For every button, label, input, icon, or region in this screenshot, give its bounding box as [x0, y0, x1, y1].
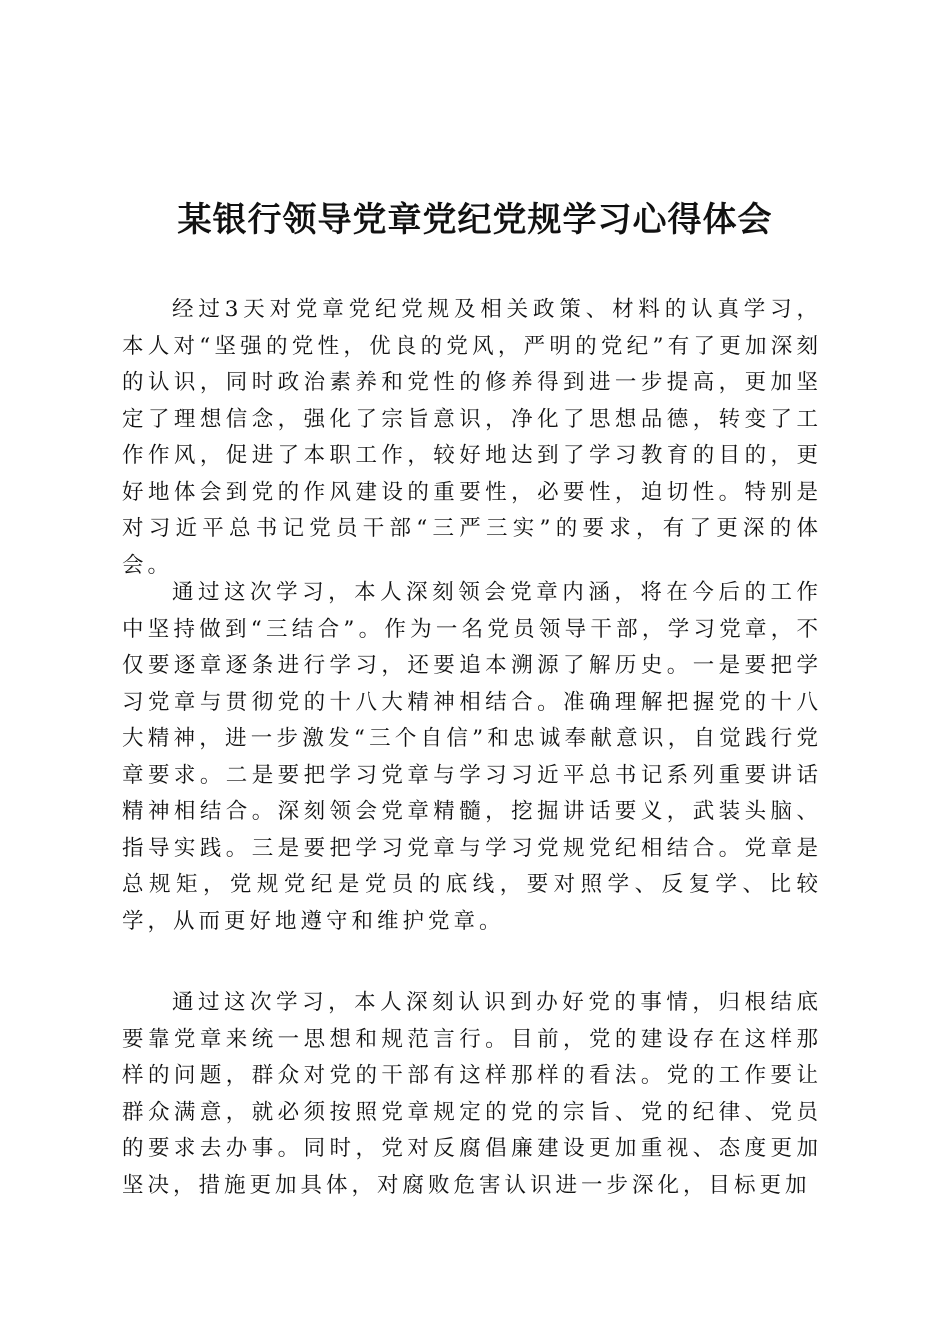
- paragraph-1: 经过3天对党章党纪党规及相关政策、材料的认真学习，本人对“坚强的党性，优良的党风，严明的党纪”有了更加深刻的认识，同时政治素养和党性的修养得到进一步提高，更加坚定了理想信念，强化了宗旨意识，净化了思想品德，转变了工作作风，促进了本职工作，较好地达到了学习教育的目的，更好地体会到党的作风建设的重要性，必要性，迫切性。特别是对习近平总书记党员干部“三严三实”的要求，有了更深的体会。: [122, 297, 822, 578]
- document-title: 某银行领导党章党纪党规学习心得体会: [177, 200, 773, 240]
- paragraph-3: 通过这次学习，本人深刻认识到办好党的事情，归根结底要靠党章来统一思想和规范言行。目前，党的建设存在这样那样的问题，群众对党的干部有这样那样的看法。党的工作要让群众满意，就必须按照党章规定的党的宗旨、党的纪律、党员的要求去办事。同时，党对反腐倡廉建设更加重视、态度更加坚决，措施更加具体，对腐败危害认识进一步深化，目标更加: [122, 990, 822, 1198]
- paragraph-2: 通过这次学习，本人深刻领会党章内涵，将在今后的工作中坚持做到“三结合”。作为一名党员领导干部，学习党章，不仅要逐章逐条进行学习，还要追本溯源了解历史。一是要把学习党章与贯彻党的十八大精神相结合。准确理解把握党的十八大精神，进一步激发“三个自信”和忠诚奉献意识，自觉践行党章要求。二是要把学习党章与学习习近平总书记系列重要讲话精神相结合。深刻领会党章精髓，挖掘讲话要义，武装头脑、指导实践。三是要把学习党章与学习党规党纪相结合。党章是总规矩，党规党纪是党员的底线，要对照学、反复学、比较学，从而更好地遵守和维护党章。: [122, 580, 822, 934]
